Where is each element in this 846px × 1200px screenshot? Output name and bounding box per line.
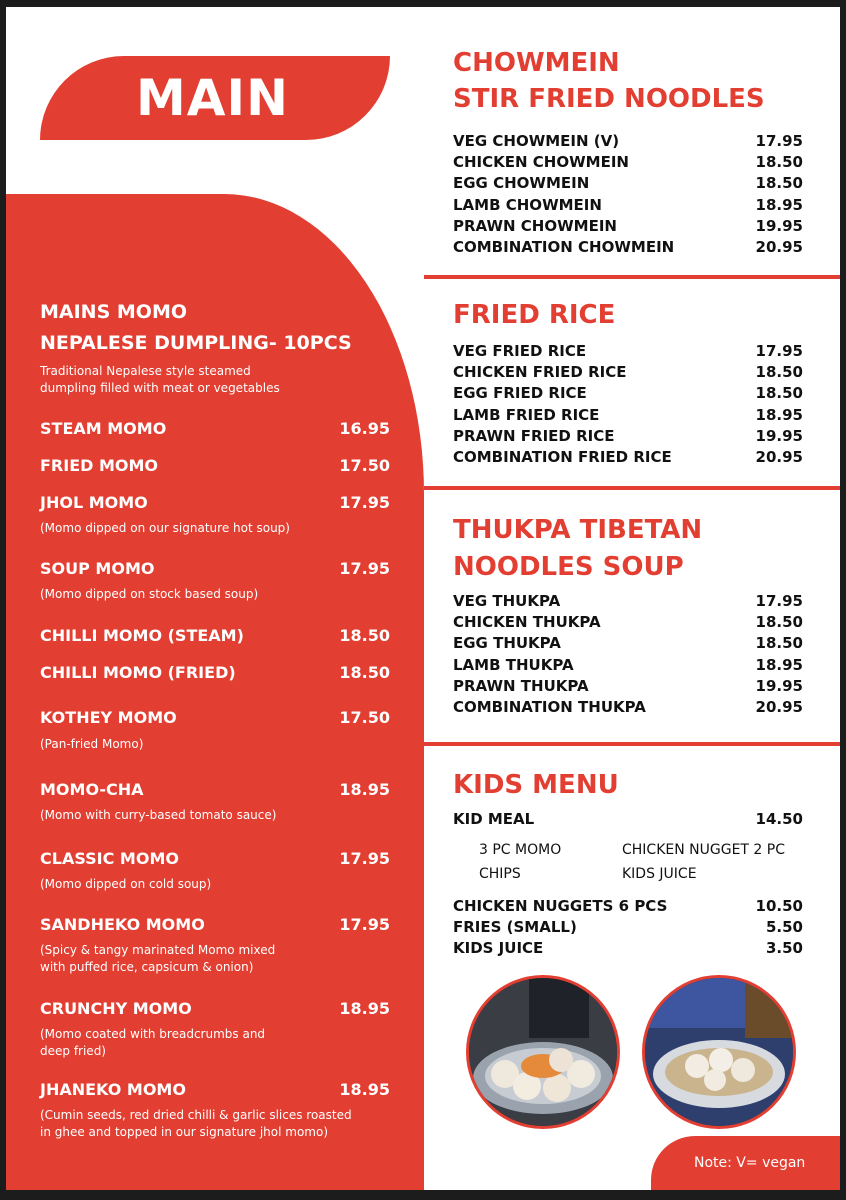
chowmein-title: CHOWMEIN	[453, 48, 620, 78]
menu-item	[453, 612, 803, 633]
item-price: 20.95	[755, 237, 803, 256]
menu-item	[453, 216, 803, 237]
chowmein-subtitle: STIR FRIED NOODLES	[453, 84, 765, 114]
item-price: 19.95	[755, 216, 803, 235]
main-banner	[40, 56, 390, 140]
item-price: 17.95	[339, 493, 390, 512]
item-price: 18.95	[339, 780, 390, 799]
item-name: FRIED MOMO	[40, 456, 159, 475]
item-price: 18.50	[755, 363, 803, 382]
item-note: (Spicy & tangy marinated Momo mixed	[40, 943, 276, 957]
item-name: CLASSIC MOMO	[40, 849, 179, 868]
menu-item	[453, 405, 803, 426]
item-note: deep fried)	[40, 1044, 106, 1058]
momo-description-line2: dumpling filled with meat or vegetables	[40, 381, 280, 395]
kid-meal-content: CHIPS	[479, 866, 521, 882]
item-name: COMBINATION CHOWMEIN	[453, 237, 675, 256]
item-name: CHICKEN THUKPA	[453, 613, 601, 632]
menu-item	[40, 456, 390, 476]
menu-item	[453, 426, 803, 447]
menu-item	[453, 591, 803, 612]
menu-item	[453, 173, 803, 194]
section-divider	[424, 275, 840, 279]
item-name: KOTHEY MOMO	[40, 708, 177, 727]
item-price: 17.50	[339, 708, 390, 727]
item-name: MOMO-CHA	[40, 780, 144, 799]
item-note: (Cumin seeds, red dried chilli & garlic slices roasted	[40, 1108, 352, 1122]
item-price: 20.95	[755, 697, 803, 716]
item-price: 19.95	[755, 676, 803, 695]
item-name: JHANEKO MOMO	[40, 1080, 186, 1099]
item-note: (Momo dipped on cold soup)	[40, 877, 212, 891]
menu-item	[40, 849, 390, 869]
item-name: EGG THUKPA	[453, 634, 561, 653]
item-name: VEG FRIED RICE	[453, 342, 587, 360]
momo-plate-illustration	[469, 978, 617, 1126]
thukpa-list	[453, 591, 803, 718]
item-name: CHICKEN CHOWMEIN	[453, 153, 629, 172]
item-price: 19.95	[755, 426, 803, 445]
item-note: (Momo coated with breadcrumbs and	[40, 1027, 266, 1041]
menu-item	[453, 237, 803, 258]
menu-item	[40, 559, 390, 579]
item-name: PRAWN FRIED RICE	[453, 426, 615, 445]
fried-rice-title: FRIED RICE	[453, 300, 616, 330]
item-name: CHILLI MOMO (FRIED)	[40, 663, 236, 682]
menu-item	[453, 809, 803, 830]
item-name: COMBINATION FRIED RICE	[453, 447, 672, 466]
item-price: 16.95	[339, 419, 390, 438]
menu-item	[40, 999, 390, 1019]
item-price: 18.95	[755, 655, 803, 674]
item-name: SOUP MOMO	[40, 559, 155, 578]
menu-item	[453, 938, 803, 959]
momo-photo	[466, 975, 620, 1129]
section-divider	[424, 486, 840, 490]
momo-title: MAINS MOMO	[40, 301, 187, 323]
item-price: 17.95	[755, 342, 803, 360]
item-note: (Momo dipped on stock based soup)	[40, 587, 259, 601]
menu-item	[453, 195, 803, 216]
item-price: 18.50	[755, 153, 803, 172]
item-price: 10.50	[755, 897, 803, 915]
kid-meal-content: CHICKEN NUGGET 2 PC	[622, 842, 785, 858]
soup-momo-photo	[642, 975, 796, 1129]
item-price: 18.50	[755, 384, 803, 403]
menu-page	[6, 7, 840, 1190]
item-name: CHILLI MOMO (STEAM)	[40, 626, 244, 645]
item-note: (Momo dipped on our signature hot soup)	[40, 521, 290, 535]
item-name: PRAWN CHOWMEIN	[453, 216, 617, 235]
item-price: 5.50	[765, 918, 803, 937]
item-name: EGG FRIED RICE	[453, 384, 587, 403]
item-name: COMBINATION THUKPA	[453, 697, 646, 716]
item-price: 17.95	[755, 592, 803, 610]
item-name: LAMB FRIED RICE	[453, 405, 600, 424]
item-name: VEG THUKPA	[453, 592, 561, 610]
item-name: FRIES (SMALL)	[453, 918, 577, 937]
menu-item	[453, 131, 803, 152]
item-name: CRUNCHY MOMO	[40, 999, 192, 1018]
item-price: 18.95	[339, 999, 390, 1018]
item-name: VEG CHOWMEIN (V)	[453, 132, 620, 150]
menu-item	[453, 896, 803, 917]
momo-description-line1: Traditional Nepalese style steamed	[40, 364, 251, 378]
fried-rice-list	[453, 341, 803, 468]
item-price: 18.95	[755, 195, 803, 214]
vegan-note: Note: V= vegan	[694, 1155, 806, 1171]
menu-item	[453, 152, 803, 173]
item-note: in ghee and topped in our signature jhol momo)	[40, 1125, 329, 1139]
item-price: 18.50	[755, 613, 803, 632]
kids-list	[453, 896, 803, 960]
item-price: 17.95	[339, 915, 390, 934]
menu-item	[40, 419, 390, 439]
item-price: 20.95	[755, 447, 803, 466]
menu-item	[453, 383, 803, 404]
item-name: STEAM MOMO	[40, 419, 167, 438]
menu-item	[40, 493, 390, 513]
item-price: 18.50	[339, 626, 390, 645]
item-name: SANDHEKO MOMO	[40, 915, 205, 934]
item-price: 18.50	[339, 663, 390, 682]
item-name: LAMB THUKPA	[453, 655, 574, 674]
item-note: (Pan-fried Momo)	[40, 737, 144, 751]
chowmein-list	[453, 131, 803, 258]
item-name: EGG CHOWMEIN	[453, 174, 590, 193]
menu-item	[453, 676, 803, 697]
item-name: LAMB CHOWMEIN	[453, 195, 602, 214]
menu-item	[40, 663, 390, 683]
item-name: JHOL MOMO	[40, 493, 148, 512]
kid-meal-row	[453, 809, 803, 830]
item-price: 18.50	[755, 174, 803, 193]
item-price: 18.95	[755, 405, 803, 424]
section-divider	[424, 742, 840, 746]
menu-item	[40, 780, 390, 800]
item-price: 18.50	[755, 634, 803, 653]
item-price: 17.95	[339, 559, 390, 578]
item-name: PRAWN THUKPA	[453, 676, 589, 695]
kids-menu-title: KIDS MENU	[453, 770, 619, 800]
menu-item	[453, 917, 803, 938]
menu-item	[453, 341, 803, 362]
item-price: 3.50	[765, 939, 803, 958]
kid-meal-content: 3 PC MOMO	[479, 842, 562, 858]
menu-item	[453, 697, 803, 718]
menu-item	[453, 633, 803, 654]
soup-bowl-illustration	[645, 978, 793, 1126]
menu-item	[40, 708, 390, 728]
item-note: with puffed rice, capsicum & onion)	[40, 960, 254, 974]
item-name: CHICKEN FRIED RICE	[453, 363, 627, 382]
menu-item	[40, 1080, 390, 1100]
item-price: 17.95	[755, 132, 803, 150]
item-price: 17.50	[339, 456, 390, 475]
menu-item	[453, 362, 803, 383]
item-name: CHICKEN NUGGETS 6 PCS	[453, 897, 668, 915]
item-note: (Momo with curry-based tomato sauce)	[40, 808, 277, 822]
thukpa-title: THUKPA TIBETAN	[453, 515, 703, 545]
menu-item	[40, 626, 390, 646]
menu-item	[453, 447, 803, 468]
item-name: KIDS JUICE	[453, 939, 544, 958]
item-price: 14.50	[755, 810, 803, 828]
main-title: MAIN	[136, 69, 289, 127]
item-name: KID MEAL	[453, 810, 535, 828]
item-price: 18.95	[339, 1080, 390, 1099]
menu-item	[453, 655, 803, 676]
kid-meal-content: KIDS JUICE	[622, 866, 697, 882]
menu-item	[40, 915, 390, 935]
momo-subtitle: NEPALESE DUMPLING- 10PCS	[40, 332, 352, 354]
thukpa-subtitle: NOODLES SOUP	[453, 552, 684, 582]
item-price: 17.95	[339, 849, 390, 868]
